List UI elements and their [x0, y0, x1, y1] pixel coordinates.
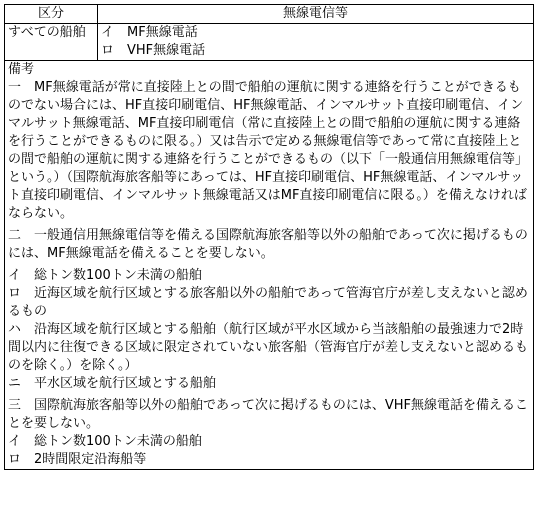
column-header-category: 区分 [5, 5, 98, 24]
list-item: イ 総トン数100トン未満の船舶 [8, 268, 202, 283]
category-cell: すべての船舶 [5, 24, 98, 61]
equipment-cell [98, 24, 534, 61]
list-item: ニ 平水区域を航行区域とする船舶 [8, 376, 217, 391]
list-item: イ 総トン数100トン未満の船舶 [8, 434, 202, 449]
note-paragraph-1: 一 MF無線電話が常に直接陸上との間で船舶の運航に関する連絡を行うことができるものでない場合には、HF直接印刷電信、HF無線電話、インマルサット直接印刷電信、インマルサット無線電話、MF直接印刷電信（常に直接陸上との間で船舶の運航に関する連絡を行うことができるものに限る。）又は告示で定める無線電信等であって常に直接陸上との間で船舶の運航に関する連絡を行うことができるもの（以下「一般通信用無線電信等」という。）（国際航海旅客船等にあっては、HF直接印刷電信、HF無線電話、インマルサット直接印刷電信、インマルサット無線電話又はMF直接印刷電信に限る。）を備えなければならない。 [8, 80, 529, 221]
table-row [5, 24, 534, 61]
notes-cell [5, 61, 534, 470]
note-paragraph-2: 二 一般通信用無線電信等を備える国際航海旅客船等以外の船舶であって次に掲げるものには、MF無線電話を備えることを要しない。 [8, 228, 528, 261]
list-item: ロ 近海区域を航行区域とする旅客船以外の船舶であって管海官庁が差し支えないと認めるもの [8, 286, 528, 319]
regulation-table [4, 4, 534, 470]
notes-row [5, 61, 534, 470]
equipment-item: イ MF無線電話 [101, 25, 198, 40]
notes-heading: 備考 [8, 62, 35, 77]
note-paragraph-3: 三 国際航海旅客船等以外の船舶であって次に掲げるものには、VHF無線電話を備えることを要しない。 [8, 398, 529, 431]
table-header-row [5, 5, 534, 24]
list-item: ハ 沿海区域を航行区域とする船舶（航行区域が平水区域から当該船舶の最強速力で2時間以内に往復できる区域に限定されていない旅客船（管海官庁が差し支えないと認めるものを除く。）を除く。） [8, 322, 529, 373]
list-item: ロ 2時間限定沿海船等 [8, 452, 147, 467]
equipment-item: ロ VHF無線電話 [101, 43, 206, 58]
note-2-list [8, 267, 530, 393]
column-header-equipment: 無線電信等 [98, 5, 534, 24]
